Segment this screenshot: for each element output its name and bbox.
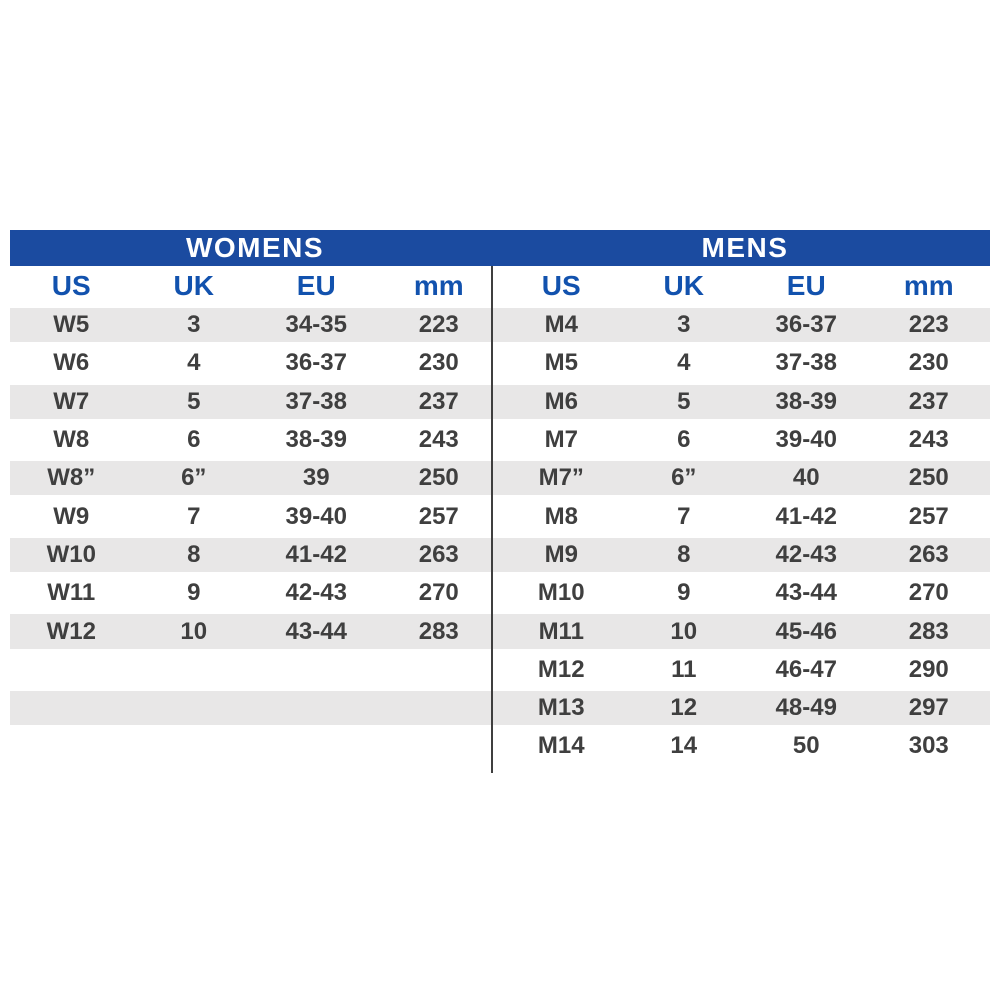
- table-cell: M5: [544, 349, 578, 377]
- table-cell: W7: [53, 387, 90, 415]
- table-cell: W11: [47, 579, 96, 607]
- table-cell: 263: [418, 540, 459, 568]
- table-cell: 297: [908, 694, 949, 722]
- table-cell: 9: [677, 579, 691, 607]
- table-row: [10, 306, 990, 344]
- table-row: [10, 536, 990, 574]
- table-cell: W6: [53, 349, 90, 377]
- table-cell: 243: [418, 426, 459, 454]
- table-cell: 43-44: [775, 579, 837, 607]
- table-cell: M9: [544, 540, 578, 568]
- table-cell: 8: [187, 540, 201, 568]
- table-cell: 223: [908, 311, 949, 339]
- table-cell: 36-37: [285, 349, 347, 377]
- table-cell: W8: [53, 426, 90, 454]
- table-cell: 5: [677, 387, 691, 415]
- table-cell: 230: [908, 349, 949, 377]
- column-header: US: [51, 270, 91, 301]
- table-cell: 3: [187, 311, 201, 339]
- table-cell: 3: [677, 311, 691, 339]
- table-cell: 230: [418, 349, 459, 377]
- table-cell: 42-43: [775, 540, 837, 568]
- table-cell: 40: [792, 464, 820, 492]
- table-cell: W10: [46, 540, 96, 568]
- mens-title: MENS: [701, 232, 789, 263]
- table-cell: 48-49: [775, 694, 837, 722]
- table-cell: 11: [671, 655, 697, 683]
- table-cell: 9: [187, 579, 201, 607]
- table-cell: 39: [302, 464, 330, 492]
- column-header: US: [541, 270, 581, 301]
- table-cell: 237: [908, 387, 949, 415]
- table-cell: 39-40: [775, 426, 837, 454]
- column-header: EU: [786, 270, 826, 301]
- table-cell: 8: [677, 540, 691, 568]
- table-cell: 4: [677, 349, 691, 377]
- table-cell: 6”: [181, 464, 207, 492]
- table-cell: M10: [537, 579, 585, 607]
- table-cell: 237: [418, 387, 459, 415]
- table-cell: 257: [908, 502, 949, 530]
- womens-title: WOMENS: [185, 232, 325, 263]
- table-cell: W5: [53, 311, 90, 339]
- table-cell: 6: [677, 426, 691, 454]
- table-cell: 270: [418, 579, 459, 607]
- table-row: [10, 612, 990, 650]
- table-cell: 43-44: [285, 617, 347, 645]
- column-header: mm: [413, 270, 464, 301]
- column-header: EU: [296, 270, 336, 301]
- table-row: [10, 574, 990, 612]
- table-cell: 50: [792, 732, 820, 760]
- table-cell: W9: [53, 502, 90, 530]
- table-row: [10, 344, 990, 382]
- table-cell: 46-47: [775, 655, 837, 683]
- table-cell: M11: [538, 617, 584, 645]
- column-header: mm: [903, 270, 954, 301]
- table-cell: 10: [670, 617, 698, 645]
- table-cell: 5: [187, 387, 201, 415]
- table-cell: M6: [544, 387, 578, 415]
- size-chart: [10, 230, 990, 766]
- table-cell: W8”: [47, 464, 96, 492]
- table-row: [10, 497, 990, 535]
- table-cell: 34-35: [285, 311, 347, 339]
- table-cell: 257: [418, 502, 459, 530]
- table-row: [10, 727, 990, 765]
- table-cell: M13: [537, 694, 585, 722]
- table-cell: 37-38: [775, 349, 837, 377]
- table-cell: 243: [908, 426, 949, 454]
- table-row: [10, 383, 990, 421]
- table-cell: W12: [46, 617, 96, 645]
- table-cell: 6: [187, 426, 201, 454]
- table-title-bar: [10, 230, 990, 266]
- table-cell: 36-37: [775, 311, 837, 339]
- table-cell: M7”: [538, 464, 584, 492]
- table-cell: M8: [544, 502, 578, 530]
- table-divider: [491, 266, 493, 773]
- table-row: [10, 651, 990, 689]
- table-row: [10, 689, 990, 727]
- table-cell: 250: [908, 464, 949, 492]
- table-cell: 290: [908, 655, 949, 683]
- column-headers: [10, 266, 990, 306]
- table-cell: M12: [537, 655, 585, 683]
- table-cell: 41-42: [285, 540, 347, 568]
- table-cell: 263: [908, 540, 949, 568]
- table-cell: 41-42: [775, 502, 837, 530]
- table-cell: 7: [677, 502, 691, 530]
- table-cell: 4: [187, 349, 201, 377]
- table-cell: 10: [180, 617, 208, 645]
- table-cell: 37-38: [285, 387, 347, 415]
- table-row: [10, 421, 990, 459]
- column-header: UK: [173, 270, 214, 301]
- table-cell: 12: [670, 694, 698, 722]
- table-row: [10, 459, 990, 497]
- table-rows: [10, 306, 990, 766]
- table-cell: 250: [418, 464, 459, 492]
- table-cell: 6”: [671, 464, 697, 492]
- table-cell: 7: [187, 502, 201, 530]
- table-cell: M4: [544, 311, 578, 339]
- table-cell: 14: [670, 732, 698, 760]
- table-cell: M7: [544, 426, 578, 454]
- table-cell: 38-39: [775, 387, 837, 415]
- table-cell: 39-40: [285, 502, 347, 530]
- table-cell: 42-43: [285, 579, 347, 607]
- table-cell: 223: [418, 311, 459, 339]
- table-cell: 283: [908, 617, 949, 645]
- column-header: UK: [663, 270, 704, 301]
- table-cell: 303: [908, 732, 949, 760]
- table-cell: 38-39: [285, 426, 347, 454]
- table-cell: 45-46: [775, 617, 837, 645]
- table-cell: 283: [418, 617, 459, 645]
- table-cell: 270: [908, 579, 949, 607]
- table-cell: M14: [537, 732, 585, 760]
